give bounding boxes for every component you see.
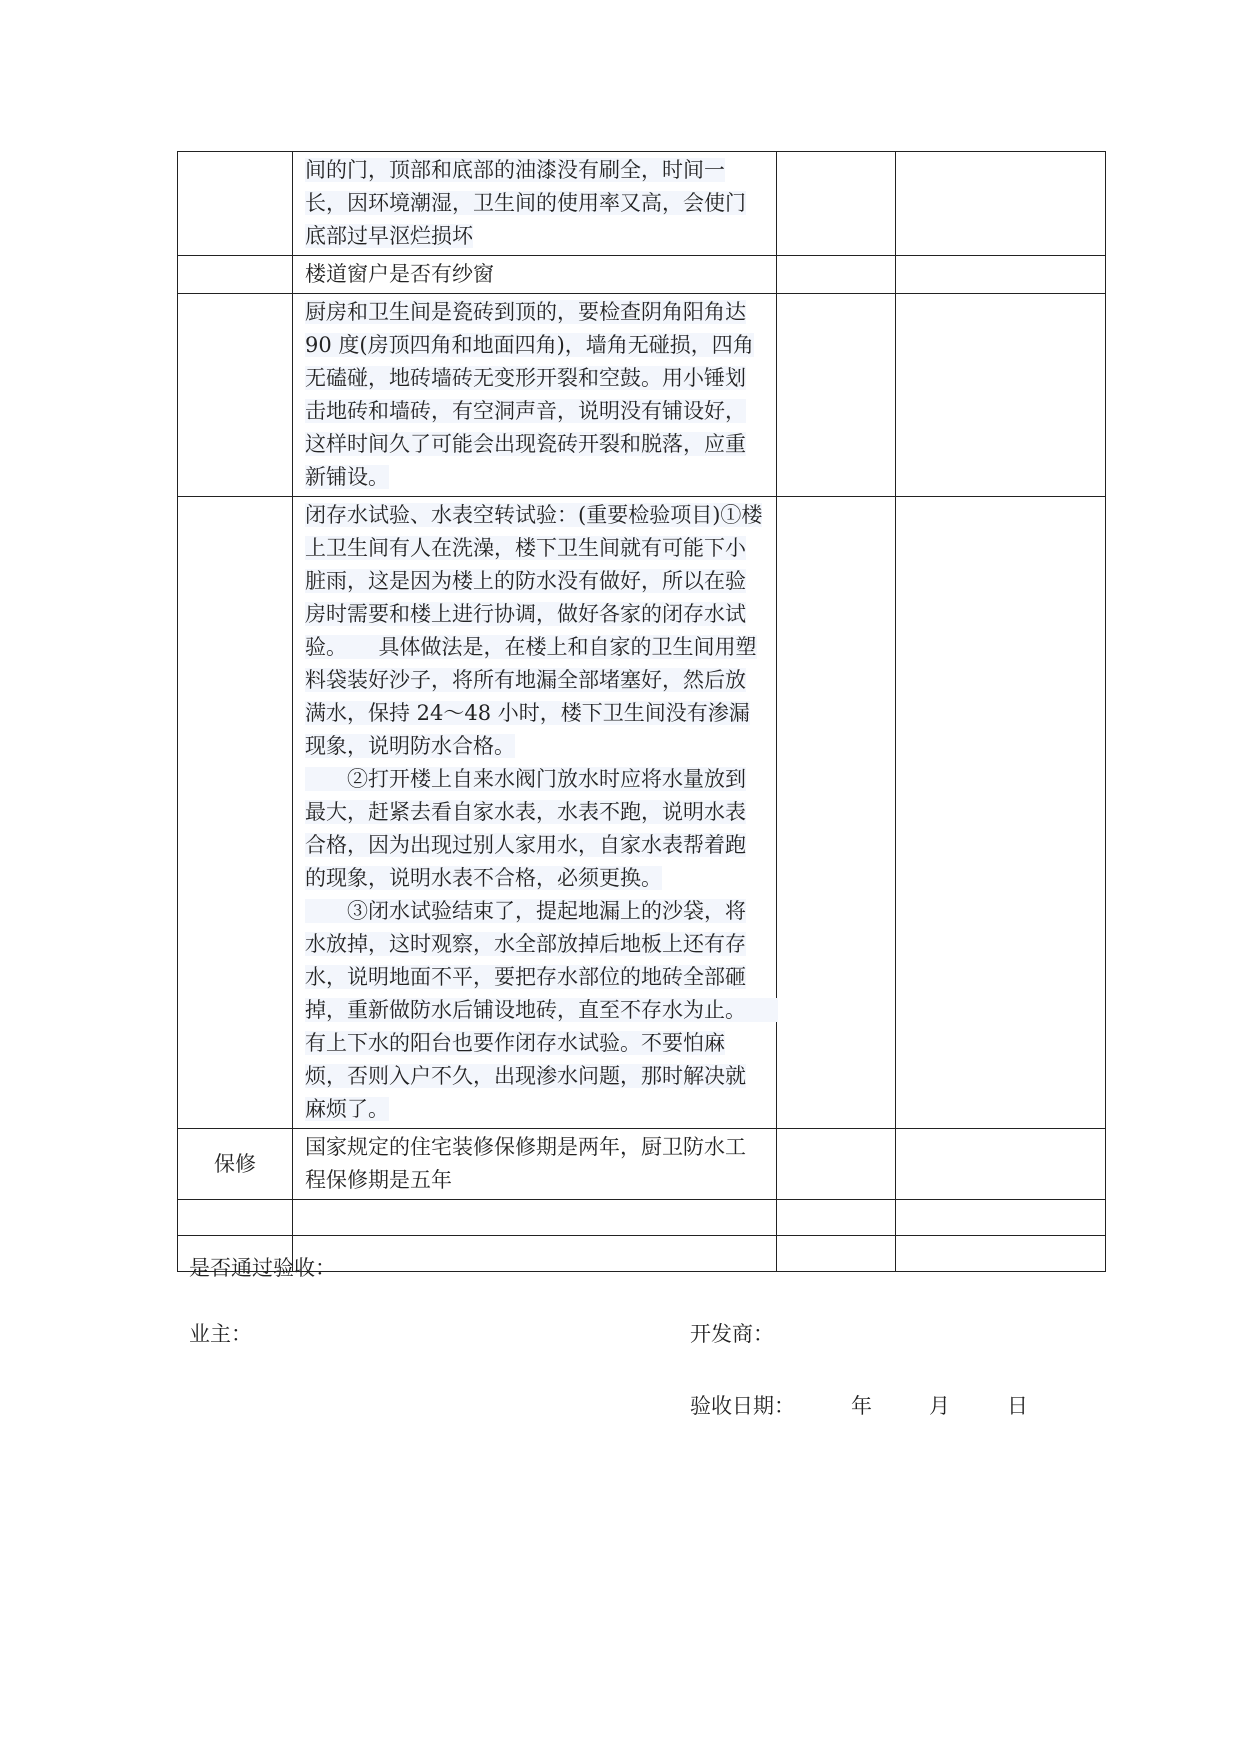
table-row bbox=[178, 256, 1106, 294]
table-row bbox=[178, 497, 1106, 1129]
water-test-paragraph-1: 闭存水试验、水表空转试验：(重要检验项目)①楼上卫生间有人在洗澡，楼下卫生间就有可能下小脏雨，这是因为楼上的防水没有做好，所以在验房时需要和楼上进行协调，做好各家的闭存水试验。 具体做法是，在楼上和自家的卫生间用塑料袋装好沙子，将所有地漏全部堵塞好，然后放满水，保持 24～48 小时，楼下卫生间没有渗漏现象，说明防水合格。 bbox=[305, 503, 763, 758]
warranty-label: 保修 bbox=[178, 1129, 293, 1200]
warranty-text: 国家规定的住宅装修保修期是两年，厨卫防水工程保修期是五年 bbox=[305, 1135, 746, 1192]
empty-cell bbox=[293, 1236, 777, 1272]
result-cell bbox=[777, 294, 896, 497]
remark-cell bbox=[896, 256, 1106, 294]
table-row bbox=[178, 294, 1106, 497]
table-row bbox=[178, 152, 1106, 256]
table-row bbox=[178, 1200, 1106, 1236]
water-test-paragraph-2: ②打开楼上自来水阀门放水时应将水量放到最大，赶紧去看自家水表，水表不跑，说明水表合格，因为出现过别人家用水，自家水表帮着跑的现象，说明水表不合格，必须更换。 bbox=[305, 767, 746, 890]
row-screen-window-text: 楼道窗户是否有纱窗 bbox=[305, 262, 494, 286]
content-cell bbox=[293, 256, 777, 294]
owner-label: 业主： bbox=[189, 1322, 252, 1346]
developer-label: 开发商： bbox=[690, 1322, 774, 1346]
category-cell bbox=[178, 294, 293, 497]
empty-cell bbox=[178, 1200, 293, 1236]
empty-cell bbox=[777, 1236, 896, 1272]
inspection-date-label: 验收日期： bbox=[690, 1394, 795, 1418]
empty-cell bbox=[293, 1200, 777, 1236]
water-test-paragraph-3: ③闭水试验结束了，提起地漏上的沙袋，将水放掉，这时观察，水全部放掉后地板上还有存水，说明地面不平，要把存水部位的地砖全部砸掉，重新做防水后铺设地砖，直至不存水为止。 有上下水的阳台也要作闭存水试验。不要怕麻烦，否则入户不久，出现渗水问题，那时解决就麻烦了。 bbox=[305, 899, 778, 1121]
pass-inspection-label: 是否通过验收： bbox=[189, 1256, 336, 1280]
empty-cell bbox=[896, 1200, 1106, 1236]
remark-cell bbox=[896, 497, 1106, 1129]
remark-cell bbox=[896, 294, 1106, 497]
category-cell bbox=[178, 497, 293, 1129]
category-cell bbox=[178, 152, 293, 256]
content-cell bbox=[293, 497, 777, 1129]
month-label: 月 bbox=[929, 1394, 950, 1418]
result-cell bbox=[777, 1129, 896, 1200]
inspection-table bbox=[177, 151, 1106, 1272]
result-cell bbox=[777, 256, 896, 294]
row-door-paint-text: 间的门，顶部和底部的油漆没有刷全，时间一长，因环境潮湿，卫生间的使用率又高，会使门底部过早沤烂损坏 bbox=[305, 158, 746, 248]
remark-cell bbox=[896, 1129, 1106, 1200]
row-tile-check-text: 厨房和卫生间是瓷砖到顶的，要检查阴角阳角达 90 度(房顶四角和地面四角)，墙角无碰损，四角无磕碰，地砖墙砖无变形开裂和空鼓。用小锤划击地砖和墙砖，有空洞声音，说明没有铺设好，这样时间久了可能会出现瓷砖开裂和脱落，应重新铺设。 bbox=[305, 300, 754, 489]
category-cell bbox=[178, 256, 293, 294]
result-cell bbox=[777, 152, 896, 256]
content-cell bbox=[293, 1129, 777, 1200]
content-cell bbox=[293, 294, 777, 497]
empty-cell bbox=[896, 1236, 1106, 1272]
year-label: 年 bbox=[851, 1394, 872, 1418]
result-cell bbox=[777, 497, 896, 1129]
remark-cell bbox=[896, 152, 1106, 256]
empty-cell bbox=[777, 1200, 896, 1236]
content-cell bbox=[293, 152, 777, 256]
table-row bbox=[178, 1129, 1106, 1200]
day-label: 日 bbox=[1007, 1394, 1028, 1418]
